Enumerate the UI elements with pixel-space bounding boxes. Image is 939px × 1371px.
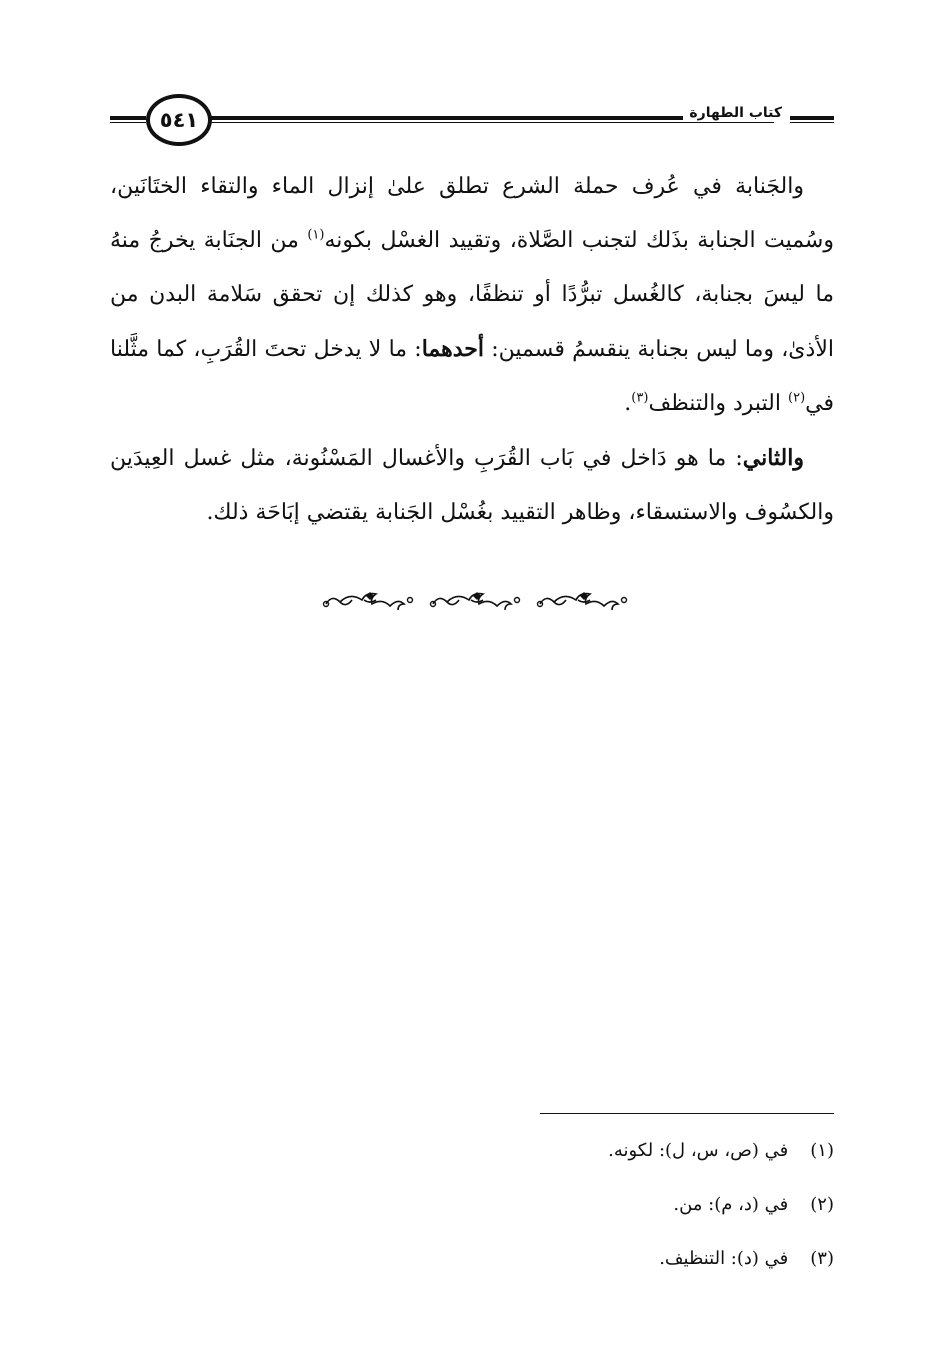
text-span: التبرد والتنظف: [648, 391, 788, 416]
footnotes: [110, 1124, 834, 1286]
header-rule-left: [110, 116, 146, 123]
footnote-text: في (د): التنظيف.: [659, 1248, 789, 1269]
text-span: من الجنَابة يخرجُ منهُ ما ليسَ بجنابة، كالغُسل تبرُّدًا أو تنظفًا، وهو كذلك إن تحقق سَلامة البدن من الأذىٰ، وما ليس بجنابة ينقسمُ قسمين:: [110, 228, 834, 362]
footnote-text: في (ص، س، ل): لكونه.: [608, 1140, 789, 1161]
footnote-separator: [540, 1113, 834, 1114]
footnote-mark: (٣): [810, 1248, 834, 1269]
header-rule-right: [790, 116, 834, 123]
paragraph-2: [110, 431, 834, 540]
footnote-text: في (د، م): من.: [673, 1194, 789, 1215]
footnote-ref-1[interactable]: (١): [307, 227, 325, 243]
text-span: .: [624, 391, 632, 416]
text-span: : ما لا يدخل تحتَ القُرَبِ، كما مثَّلنا في: [110, 337, 834, 416]
footnote-item: [110, 1232, 834, 1286]
text-span: : ما هو دَاخل في بَاب القُرَبِ والأغسال المَسْنُونة، مثل غسل العِيدَين والكسُوف والاستسقاء، وظاهر التقييد بغُسْل الجَنابة يقتضي إبَاحَة ذلك.: [110, 446, 834, 525]
footnote-ref-3[interactable]: (٣): [631, 390, 649, 406]
page-number: ٥٤١: [146, 94, 212, 146]
running-title: كتاب الطهارة: [683, 105, 788, 121]
footnote-ref-2[interactable]: (٢): [788, 390, 806, 406]
page-header: [110, 92, 834, 152]
footnote-mark: (٢): [810, 1194, 834, 1215]
main-text: [110, 160, 834, 540]
bold-term-second: والثاني: [742, 445, 804, 471]
paragraph-1: [110, 160, 834, 431]
floral-divider-icon: [534, 588, 630, 618]
floral-divider-icon: [320, 588, 416, 618]
footnote-item: [110, 1124, 834, 1178]
text-span: والجَنابة في عُرف حملة الشرع تطلق علىٰ إنزال الماء والتقاء الختَانَين، وسُميت الجنابة بذَلك لتجنب الصَّلاة، وتقييد الغسْل بكونه: [110, 174, 834, 253]
footnote-item: [110, 1178, 834, 1232]
bold-term-first: أحدهما: [421, 336, 484, 362]
floral-divider-icon: [427, 588, 523, 618]
footnote-mark: (١): [810, 1140, 834, 1161]
floral-divider: [320, 588, 630, 618]
